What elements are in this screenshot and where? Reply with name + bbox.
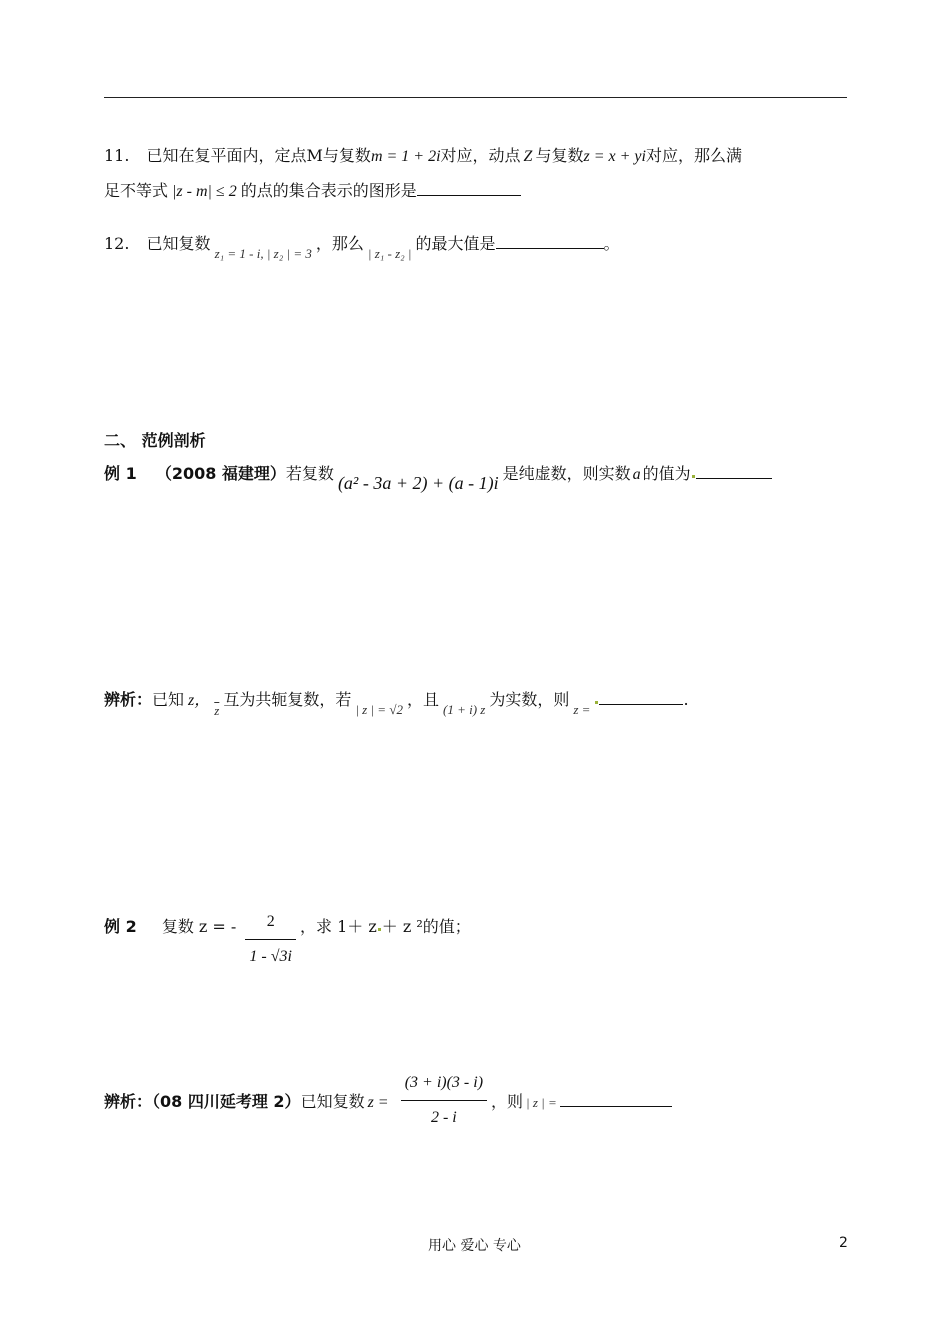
fraction-numerator: 2: [245, 907, 296, 940]
question-text: 的最大值是: [415, 234, 496, 253]
question-text: 的点的集合表示的图形是: [240, 181, 417, 200]
question-11-line1: [104, 146, 742, 167]
math-condition: | z | = √2: [355, 702, 403, 717]
answer-blank[interactable]: [599, 690, 683, 705]
analysis-label: 辨析：: [104, 1092, 153, 1111]
math-expression: m = 1 + 2i: [370, 148, 441, 165]
math-expression: z₁ = 1 - i, | z₂ | = 3: [214, 246, 312, 261]
answer-blank[interactable]: [417, 181, 521, 196]
math-fraction: [245, 907, 296, 972]
answer-blank[interactable]: [560, 1092, 672, 1107]
example-1: [104, 463, 772, 493]
math-variable: z =: [367, 1094, 389, 1111]
mark-dot: [378, 928, 381, 931]
math-variable: a: [632, 466, 641, 483]
example-text: ＋ z ²的值；: [381, 917, 471, 936]
math-expression: z = x + yi: [583, 148, 646, 165]
math-abs: | z | =: [526, 1095, 557, 1110]
question-text: 已知在复平面内，定点M与复数: [146, 146, 371, 165]
analysis-label: 辨析：: [104, 690, 153, 709]
example-text: 若复数: [285, 464, 334, 483]
question-number: 12.: [104, 234, 130, 253]
analysis-text: 为实数，则: [489, 690, 570, 709]
analysis-1: [104, 690, 689, 718]
question-text: 已知复数: [146, 234, 211, 253]
example-label: 例 2: [104, 917, 137, 936]
question-text: 对应，动点: [440, 146, 521, 165]
header-rule: [104, 97, 847, 98]
example-source: （2008 福建理）: [155, 464, 286, 483]
question-text: 。: [603, 234, 620, 253]
question-text: 足不等式: [104, 181, 169, 200]
page-number: 2: [839, 1235, 848, 1251]
answer-blank[interactable]: [696, 464, 772, 479]
example-text: 的值为: [642, 464, 691, 483]
fraction-numerator: (3 + i)(3 - i): [401, 1068, 487, 1101]
analysis-text: 已知复数: [300, 1092, 365, 1111]
fraction-denominator: 2 - i: [430, 1109, 457, 1126]
math-expression: (a² - 3a + 2) + (a - 1)i: [337, 473, 499, 493]
question-11-line2: [104, 181, 521, 202]
analysis-text: ，且: [406, 690, 439, 709]
section-heading: 二、 范例剖析: [104, 431, 206, 450]
fraction-denominator: 1 - √3i: [249, 948, 292, 965]
question-text: 对应，那么满: [645, 146, 742, 165]
math-expression: | z₁ - z₂ |: [367, 246, 412, 261]
example-label: 例 1: [104, 464, 137, 483]
example-text: 复数 z = -: [161, 917, 237, 936]
question-12: [104, 234, 620, 261]
analysis-text: 已知: [152, 690, 185, 709]
example-text: ，求 1＋ z: [299, 917, 377, 936]
math-expression: (1 + i) z: [442, 702, 486, 717]
footer-slogan: 用心 爱心 专心: [428, 1238, 521, 1254]
mark-dot: [692, 475, 695, 478]
math-variable: z，: [188, 692, 211, 709]
math-inequality: |z - m| ≤ 2: [172, 183, 237, 200]
math-fraction: [401, 1068, 487, 1133]
answer-blank[interactable]: [496, 234, 604, 249]
question-text: 与复数: [535, 146, 584, 165]
analysis-text: ，则: [491, 1092, 524, 1111]
mark-dot: [595, 701, 598, 704]
question-number: 11.: [104, 146, 130, 165]
math-variable: Z: [523, 148, 533, 165]
analysis-text: .: [683, 690, 689, 709]
example-text: 是纯虚数，则实数: [502, 464, 631, 483]
math-answer-prefix: z =: [573, 702, 591, 717]
analysis-2: [104, 1070, 672, 1135]
analysis-text: 互为共轭复数，若: [223, 690, 352, 709]
math-conjugate: z: [214, 703, 220, 718]
example-2: [104, 895, 471, 965]
analysis-source: （08 四川延考理 2）: [152, 1092, 301, 1111]
question-text: ，那么: [315, 234, 364, 253]
